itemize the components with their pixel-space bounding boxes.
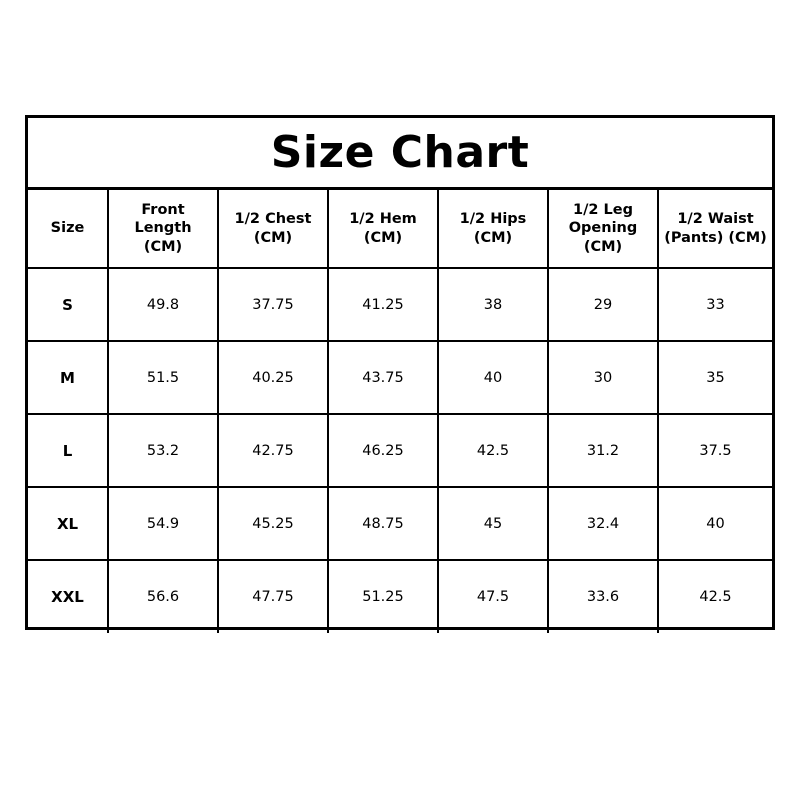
cell-half-waist-pants: 35 bbox=[658, 341, 772, 414]
cell-half-leg-opening: 32.4 bbox=[548, 487, 658, 560]
column-header-size: Size bbox=[28, 190, 108, 268]
cell-half-hips: 45 bbox=[438, 487, 548, 560]
cell-front-length: 53.2 bbox=[108, 414, 218, 487]
cell-half-chest: 45.25 bbox=[218, 487, 328, 560]
cell-half-leg-opening: 30 bbox=[548, 341, 658, 414]
table-row bbox=[28, 414, 772, 487]
size-chart-frame bbox=[25, 115, 775, 630]
cell-half-hips: 47.5 bbox=[438, 560, 548, 633]
cell-half-waist-pants: 37.5 bbox=[658, 414, 772, 487]
cell-size: XXL bbox=[28, 560, 108, 633]
table-row bbox=[28, 341, 772, 414]
table-row bbox=[28, 487, 772, 560]
column-header-half-waist-pants: 1/2 Waist (Pants) (CM) bbox=[658, 190, 772, 268]
cell-half-waist-pants: 42.5 bbox=[658, 560, 772, 633]
size-chart-table bbox=[28, 190, 772, 633]
cell-half-chest: 40.25 bbox=[218, 341, 328, 414]
cell-half-hips: 38 bbox=[438, 268, 548, 341]
cell-half-leg-opening: 29 bbox=[548, 268, 658, 341]
cell-half-hips: 42.5 bbox=[438, 414, 548, 487]
column-header-half-leg-opening: 1/2 Leg Opening (CM) bbox=[548, 190, 658, 268]
table-header-row bbox=[28, 190, 772, 268]
cell-half-leg-opening: 33.6 bbox=[548, 560, 658, 633]
table-header bbox=[28, 190, 772, 268]
column-header-half-hem: 1/2 Hem (CM) bbox=[328, 190, 438, 268]
column-header-half-chest: 1/2 Chest (CM) bbox=[218, 190, 328, 268]
cell-half-hem: 48.75 bbox=[328, 487, 438, 560]
column-header-half-hips: 1/2 Hips (CM) bbox=[438, 190, 548, 268]
cell-half-waist-pants: 40 bbox=[658, 487, 772, 560]
cell-half-hem: 41.25 bbox=[328, 268, 438, 341]
column-header-front-length: Front Length (CM) bbox=[108, 190, 218, 268]
cell-half-chest: 42.75 bbox=[218, 414, 328, 487]
cell-size: S bbox=[28, 268, 108, 341]
cell-half-hem: 51.25 bbox=[328, 560, 438, 633]
cell-size: M bbox=[28, 341, 108, 414]
cell-half-waist-pants: 33 bbox=[658, 268, 772, 341]
cell-size: XL bbox=[28, 487, 108, 560]
cell-half-chest: 47.75 bbox=[218, 560, 328, 633]
cell-front-length: 56.6 bbox=[108, 560, 218, 633]
table-row bbox=[28, 560, 772, 633]
cell-half-hips: 40 bbox=[438, 341, 548, 414]
cell-size: L bbox=[28, 414, 108, 487]
cell-half-chest: 37.75 bbox=[218, 268, 328, 341]
cell-half-hem: 43.75 bbox=[328, 341, 438, 414]
cell-front-length: 51.5 bbox=[108, 341, 218, 414]
page-title: Size Chart bbox=[28, 118, 772, 190]
cell-half-leg-opening: 31.2 bbox=[548, 414, 658, 487]
cell-half-hem: 46.25 bbox=[328, 414, 438, 487]
table-body bbox=[28, 268, 772, 633]
cell-front-length: 49.8 bbox=[108, 268, 218, 341]
table-row bbox=[28, 268, 772, 341]
cell-front-length: 54.9 bbox=[108, 487, 218, 560]
